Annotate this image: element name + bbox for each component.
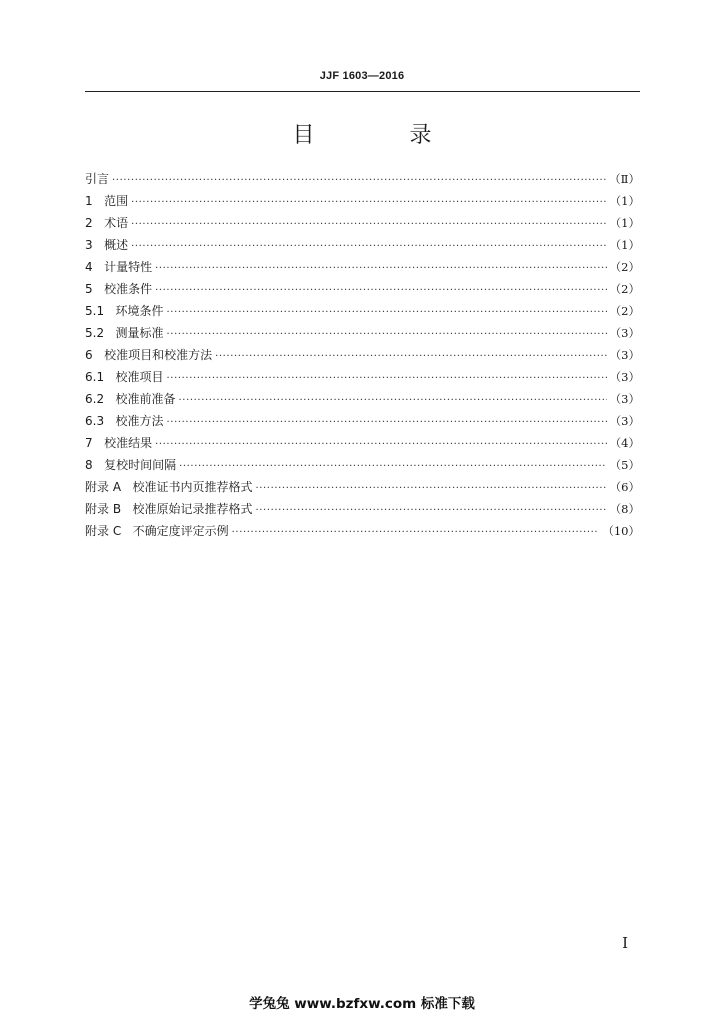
toc-entry-label: 附录 C 不确定度评定示例 xyxy=(85,524,229,538)
toc-dot-leader xyxy=(131,236,607,258)
toc-entry-label: 3 概述 xyxy=(85,238,129,252)
toc-entry[interactable] xyxy=(85,300,640,322)
toc-entry-page: （4） xyxy=(609,436,640,450)
toc-entry-label: 4 计量特性 xyxy=(85,260,153,274)
toc-entry-page: （1） xyxy=(609,238,640,252)
toc-entry-label: 5 校准条件 xyxy=(85,282,153,296)
toc-entry[interactable] xyxy=(85,476,640,498)
toc-entry[interactable] xyxy=(85,234,640,256)
toc-entry-label: 7 校准结果 xyxy=(85,436,153,450)
toc-entry[interactable] xyxy=(85,454,640,476)
table-of-contents xyxy=(85,168,640,542)
toc-entry[interactable] xyxy=(85,366,640,388)
toc-entry-label: 6.3 校准方法 xyxy=(85,414,164,428)
toc-entry-page: （5） xyxy=(609,458,640,472)
toc-dot-leader xyxy=(131,192,607,214)
toc-entry[interactable] xyxy=(85,344,640,366)
toc-entry-page: （2） xyxy=(609,260,640,274)
toc-entry-label: 1 范围 xyxy=(85,194,129,208)
toc-entry[interactable] xyxy=(85,520,640,542)
toc-dot-leader xyxy=(232,522,600,544)
toc-entry-label: 6.1 校准项目 xyxy=(85,370,164,384)
toc-entry[interactable] xyxy=(85,432,640,454)
toc-entry-page: （1） xyxy=(609,194,640,208)
toc-entry-label: 8 复校时间间隔 xyxy=(85,458,177,472)
toc-entry-label: 5.1 环境条件 xyxy=(85,304,164,318)
toc-entry-page: （3） xyxy=(609,392,640,406)
toc-dot-leader xyxy=(167,302,607,324)
footer-watermark: 学兔兔 www.bzfxw.com 标准下载 xyxy=(249,996,475,1012)
toc-dot-leader xyxy=(167,412,607,434)
toc-dot-leader xyxy=(155,434,607,456)
toc-entry[interactable] xyxy=(85,410,640,432)
toc-entry-page: （3） xyxy=(609,414,640,428)
page-title: 目 录 xyxy=(292,123,476,148)
toc-entry-page: （10） xyxy=(602,524,640,538)
toc-dot-leader xyxy=(167,324,607,346)
toc-dot-leader xyxy=(112,170,606,192)
toc-entry-label: 6 校准项目和校准方法 xyxy=(85,348,213,362)
toc-entry-label: 附录 B 校准原始记录推荐格式 xyxy=(85,502,253,516)
toc-entry-label: 附录 A 校准证书内页推荐格式 xyxy=(85,480,253,494)
toc-entry-page: （1） xyxy=(609,216,640,230)
toc-entry-label: 6.2 校准前准备 xyxy=(85,392,176,406)
toc-entry[interactable] xyxy=(85,256,640,278)
toc-entry[interactable] xyxy=(85,322,640,344)
toc-entry[interactable] xyxy=(85,168,640,190)
toc-dot-leader xyxy=(256,500,607,522)
toc-entry-page: （2） xyxy=(609,282,640,296)
toc-entry[interactable] xyxy=(85,498,640,520)
toc-entry-label: 2 术语 xyxy=(85,216,129,230)
header-divider xyxy=(85,91,640,92)
toc-entry-label: 引言 xyxy=(85,172,110,186)
page-number: Ⅰ xyxy=(622,934,628,952)
toc-dot-leader xyxy=(255,478,606,500)
toc-entry-page: （6） xyxy=(609,480,640,494)
toc-dot-leader xyxy=(131,214,607,236)
toc-entry[interactable] xyxy=(85,190,640,212)
toc-entry[interactable] xyxy=(85,212,640,234)
toc-entry-label: 5.2 测量标准 xyxy=(85,326,164,340)
toc-entry[interactable] xyxy=(85,278,640,300)
toc-dot-leader xyxy=(167,368,607,390)
toc-dot-leader xyxy=(179,456,607,478)
toc-entry-page: （3） xyxy=(609,370,640,384)
toc-entry[interactable] xyxy=(85,388,640,410)
toc-entry-page: （3） xyxy=(609,326,640,340)
header-standard-code: JJF 1603—2016 xyxy=(319,70,405,82)
toc-dot-leader xyxy=(155,280,607,302)
toc-dot-leader xyxy=(215,346,607,368)
toc-entry-page: （3） xyxy=(609,348,640,362)
toc-entry-page: （Ⅱ） xyxy=(609,172,640,186)
toc-entry-page: （2） xyxy=(609,304,640,318)
toc-dot-leader xyxy=(155,258,607,280)
toc-entry-page: （8） xyxy=(609,502,640,516)
toc-dot-leader xyxy=(179,390,607,412)
